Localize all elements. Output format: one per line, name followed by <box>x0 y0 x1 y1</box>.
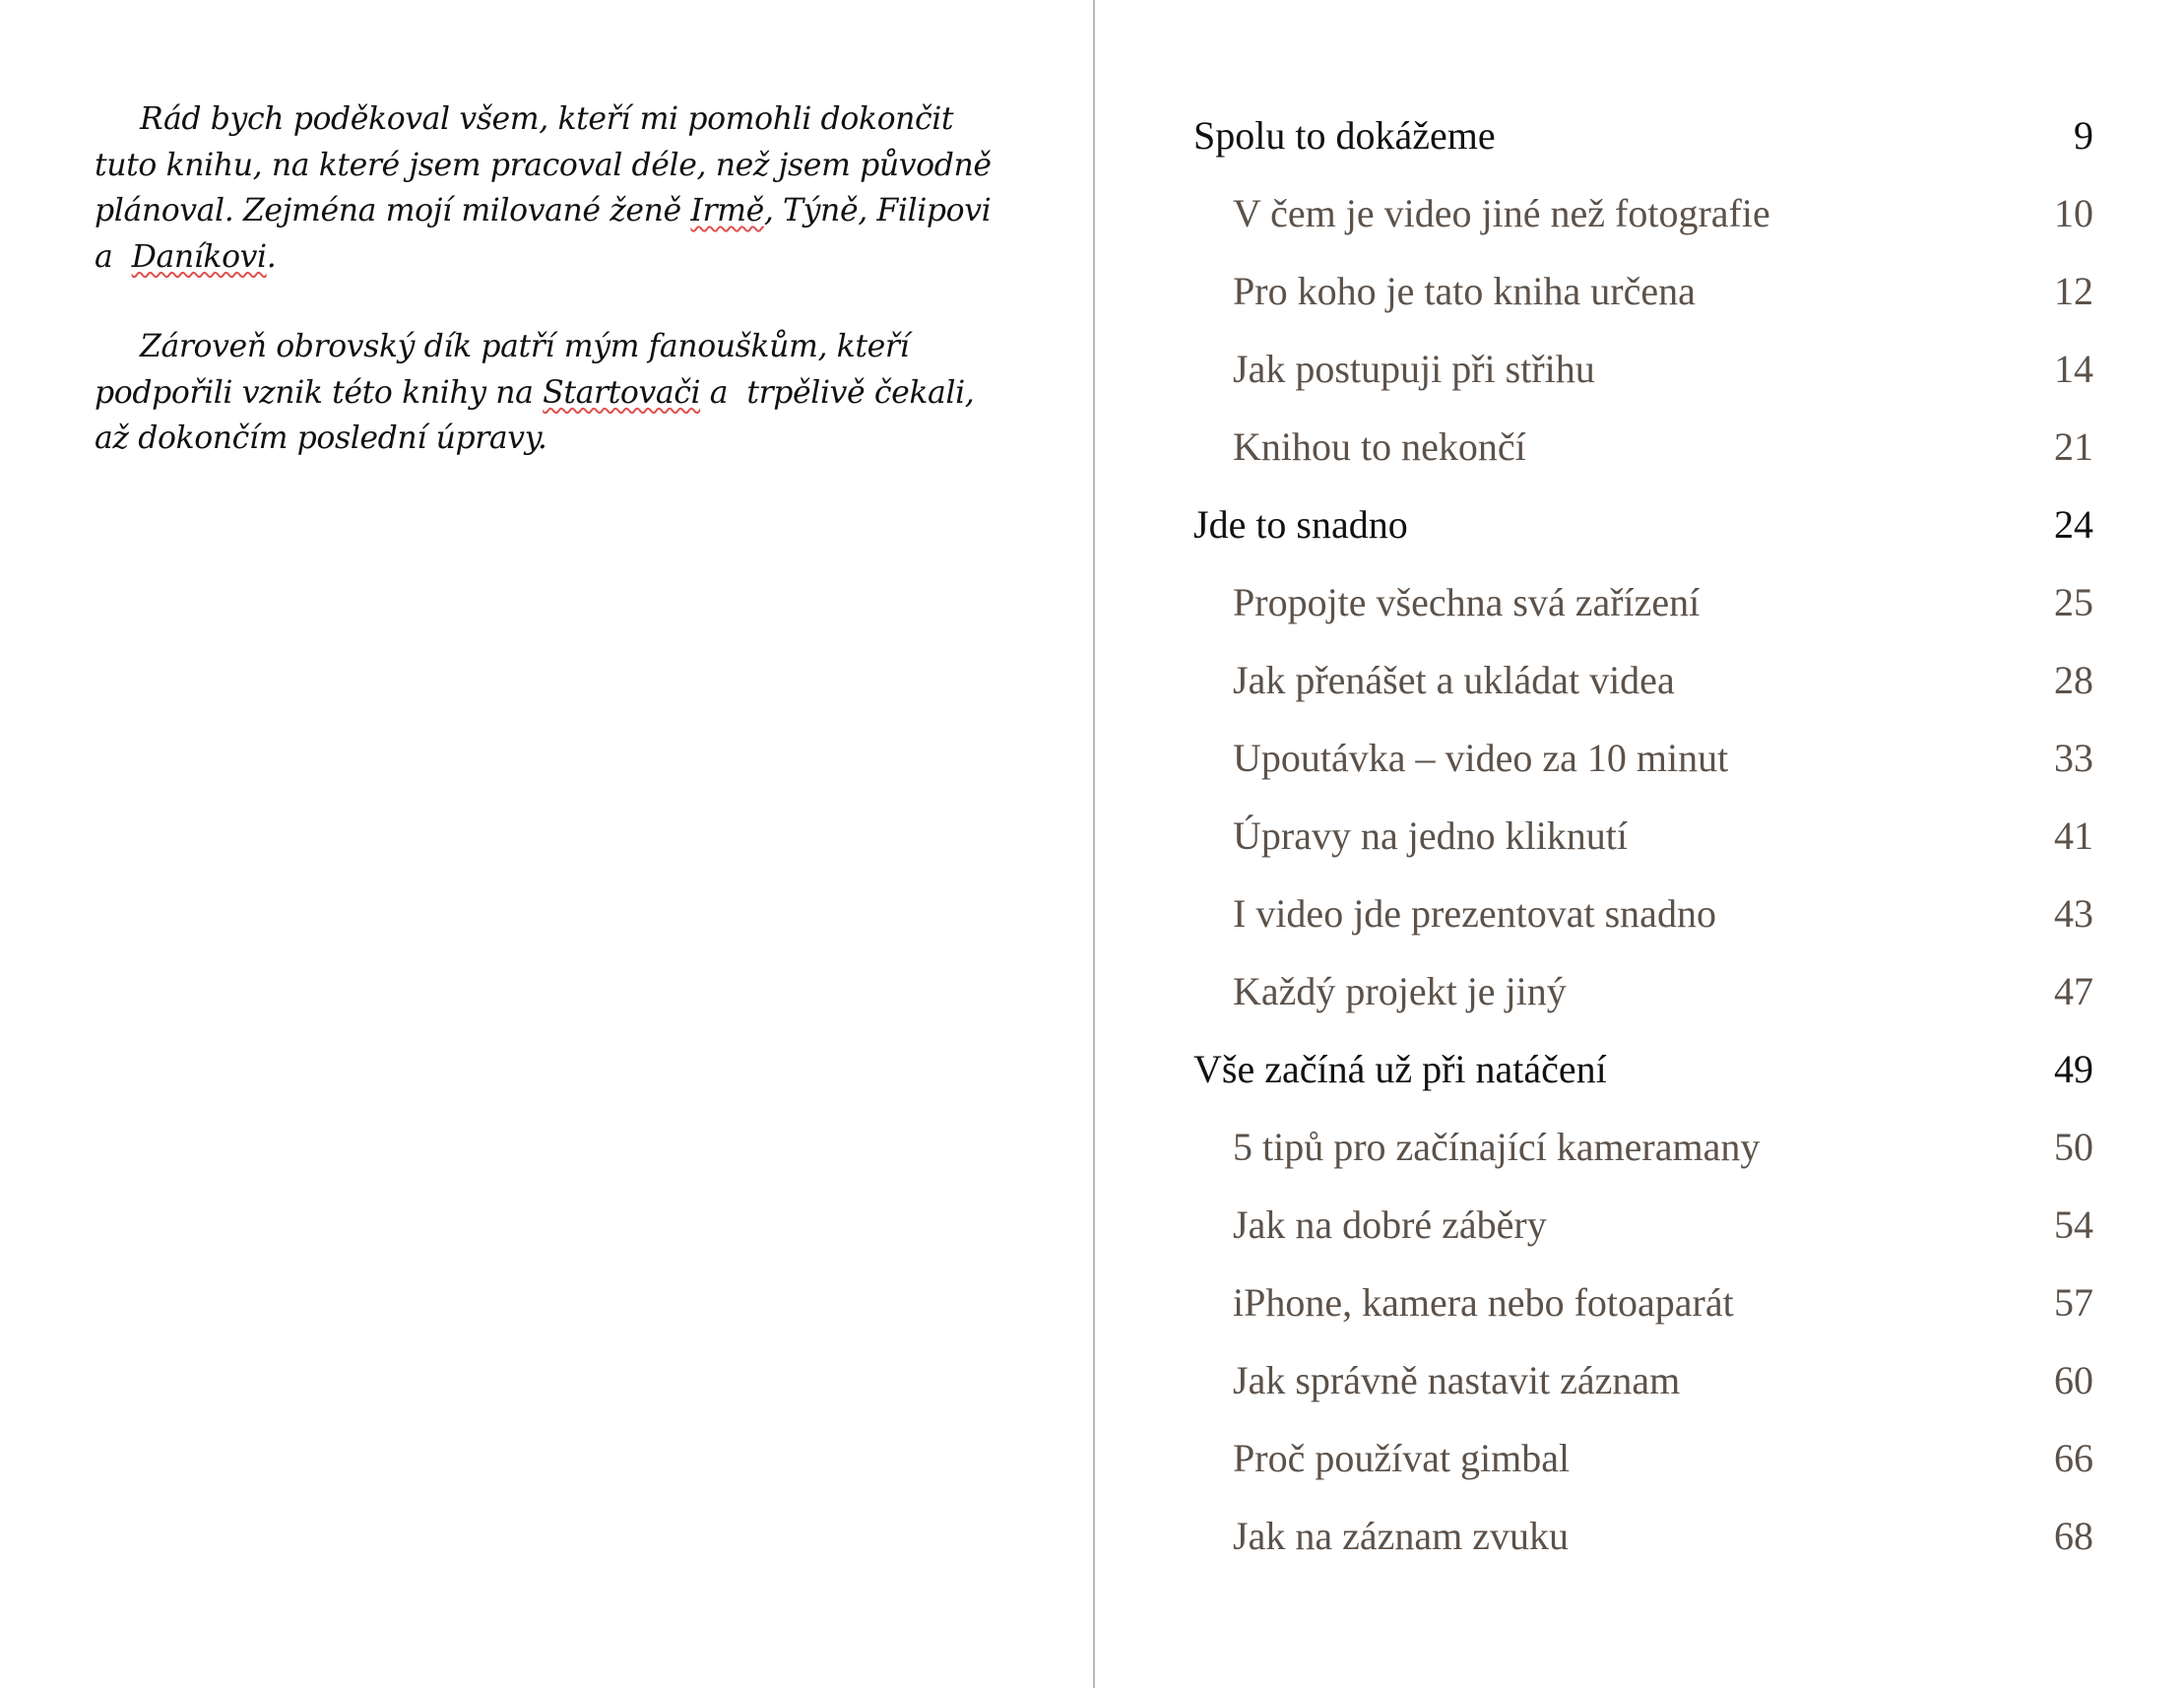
misspelled-word[interactable]: Daníkovi <box>131 238 267 275</box>
toc-entry-page-number: 33 <box>2054 736 2093 780</box>
toc-entry-title: Jak správně nastavit záznam <box>1233 1358 1681 1402</box>
toc-entry-page-number: 60 <box>2054 1358 2093 1402</box>
toc-entry-title: Propojte všechna svá zařízení <box>1233 580 1701 624</box>
toc-section[interactable] <box>1193 330 2093 408</box>
toc-entry-page-number: 41 <box>2054 813 2093 858</box>
toc-chapter[interactable] <box>1193 97 2093 174</box>
misspelled-word[interactable]: Startovači <box>543 374 701 411</box>
toc-section[interactable] <box>1193 408 2093 486</box>
toc-entry-page-number: 12 <box>2054 269 2093 313</box>
toc-entry-page-number: 9 <box>2074 113 2093 158</box>
toc-section[interactable] <box>1193 1264 2093 1341</box>
ack-text: Rád bych poděkoval všem, kteří mi pomohli dokončit tuto knihu, na které jsem pracoval déle, než jsem původně plánoval. Zejména mojí milované ženě <box>95 101 992 228</box>
table-of-contents <box>1193 97 2093 1575</box>
toc-entry-page-number: 47 <box>2054 969 2093 1013</box>
toc-entry-page-number: 24 <box>2054 502 2093 547</box>
toc-entry-page-number: 43 <box>2054 891 2093 936</box>
toc-entry-page-number: 50 <box>2054 1125 2093 1169</box>
toc-entry-page-number: 68 <box>2054 1514 2093 1558</box>
toc-entry-page-number: 57 <box>2054 1280 2093 1325</box>
toc-entry-page-number: 49 <box>2054 1047 2093 1091</box>
toc-section[interactable] <box>1193 1419 2093 1497</box>
toc-entry-page-number: 66 <box>2054 1436 2093 1480</box>
toc-entry-title: Knihou to nekončí <box>1233 424 1526 469</box>
misspelled-word[interactable]: Irmě <box>690 193 764 228</box>
ack-text: . <box>266 238 277 275</box>
toc-chapter[interactable] <box>1193 1030 2093 1108</box>
toc-entry-page-number: 21 <box>2054 424 2093 469</box>
acknowledgement-paragraph-1 <box>95 97 1000 280</box>
ack-text: , Týně, Filipovi a <box>95 193 992 275</box>
toc-entry-title: Vše začíná už při natáčení <box>1193 1047 1607 1091</box>
toc-section[interactable] <box>1193 719 2093 797</box>
toc-section[interactable] <box>1193 952 2093 1030</box>
toc-entry-title: Spolu to dokážeme <box>1193 113 1496 158</box>
toc-entry-title: Jak postupuji při střihu <box>1233 347 1595 391</box>
toc-section[interactable] <box>1193 1108 2093 1186</box>
toc-section[interactable] <box>1193 174 2093 252</box>
acknowledgement-text <box>95 97 1000 506</box>
toc-section[interactable] <box>1193 563 2093 641</box>
toc-entry-title: Pro koho je tato kniha určena <box>1233 269 1696 313</box>
toc-chapter[interactable] <box>1193 486 2093 563</box>
toc-entry-title: V čem je video jiné než fotografie <box>1233 191 1770 235</box>
toc-section[interactable] <box>1193 797 2093 875</box>
toc-section[interactable] <box>1193 875 2093 952</box>
toc-entry-page-number: 54 <box>2054 1202 2093 1247</box>
ack-text: a trpělivě čekali, až dokončím poslední úpravy. <box>95 374 975 456</box>
toc-entry-page-number: 10 <box>2054 191 2093 235</box>
toc-section[interactable] <box>1193 1341 2093 1419</box>
acknowledgement-paragraph-2 <box>95 324 1000 462</box>
toc-entry-page-number: 14 <box>2054 347 2093 391</box>
toc-section[interactable] <box>1193 252 2093 330</box>
ack-text: Zároveň obrovský dík patří mým fanouškům, kteří podpořili vznik této knihy na <box>95 329 910 411</box>
toc-entry-title: Úpravy na jedno kliknutí <box>1233 813 1629 858</box>
toc-entry-title: 5 tipů pro začínající kameramany <box>1233 1125 1761 1169</box>
toc-section[interactable] <box>1193 1497 2093 1575</box>
toc-entry-page-number: 28 <box>2054 658 2093 702</box>
toc-entry-title: Jak na dobré záběry <box>1233 1202 1547 1247</box>
toc-section[interactable] <box>1193 1186 2093 1264</box>
toc-entry-title: Každý projekt je jiný <box>1233 969 1567 1013</box>
toc-entry-title: Proč používat gimbal <box>1233 1436 1571 1480</box>
toc-section[interactable] <box>1193 641 2093 719</box>
toc-entry-title: Upoutávka – video za 10 minut <box>1233 736 1729 780</box>
toc-entry-title: iPhone, kamera nebo fotoaparát <box>1233 1280 1734 1325</box>
toc-entry-title: Jak přenášet a ukládat videa <box>1233 658 1675 702</box>
toc-entry-title: Jak na záznam zvuku <box>1233 1514 1569 1558</box>
toc-entry-title: Jde to snadno <box>1193 502 1408 547</box>
toc-entry-title: I video jde prezentovat snadno <box>1233 891 1716 936</box>
toc-entry-page-number: 25 <box>2054 580 2093 624</box>
